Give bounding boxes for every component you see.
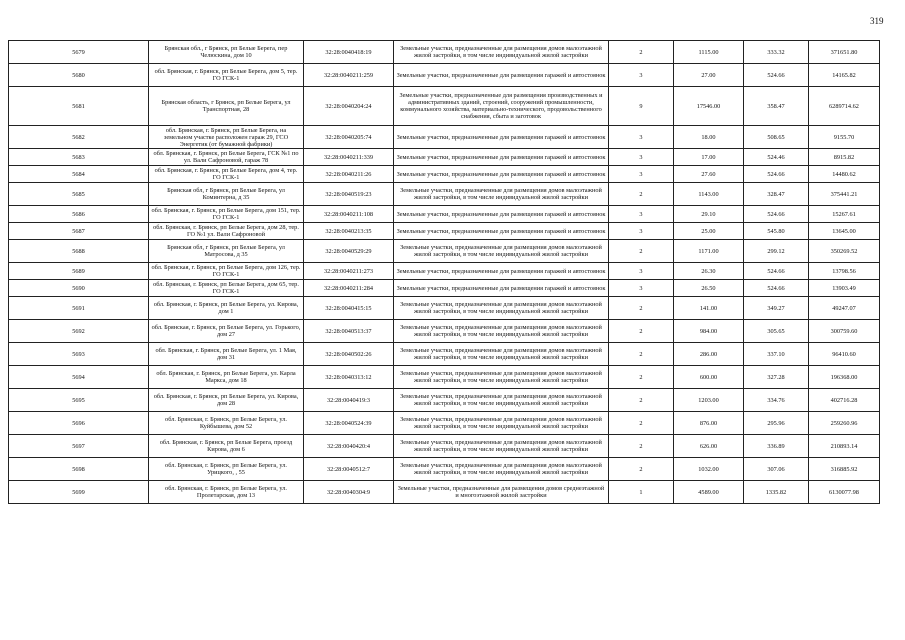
cadastral-value-cell: 371651.80 — [809, 41, 880, 64]
row-number: 5692 — [9, 320, 149, 343]
group-cell: 2 — [609, 343, 674, 366]
cadastral-number-cell: 32:28:0040211:273 — [304, 263, 394, 280]
specific-value-cell: 336.89 — [744, 435, 809, 458]
land-use-cell: Земельные участки, предназначенные для размещения домов малоэтажной жилой застройки, в том числе индивидуальной жилой застройки — [394, 343, 609, 366]
land-use-cell: Земельные участки, предназначенные для размещения гаражей и автостоянок — [394, 263, 609, 280]
cadastral-value-cell: 259260.96 — [809, 412, 880, 435]
area-cell: 876.00 — [674, 412, 744, 435]
land-use-cell: Земельные участки, предназначенные для размещения домов малоэтажной жилой застройки, в том числе индивидуальной жилой застройки — [394, 389, 609, 412]
cadastral-value-cell: 210893.14 — [809, 435, 880, 458]
row-number: 5684 — [9, 166, 149, 183]
table-row — [9, 280, 880, 297]
row-number: 5682 — [9, 126, 149, 149]
land-use-cell: Земельные участки, предназначенные для размещения домов малоэтажной жилой застройки, в том числе индивидуальной жилой застройки — [394, 41, 609, 64]
address-cell: обл. Брянская, г. Брянск, рп Белые Берега, дом 4, тер. ГО ГСК-1 — [149, 166, 304, 183]
cadastral-value-cell: 13645.00 — [809, 223, 880, 240]
table-row — [9, 320, 880, 343]
cadastral-number-cell: 32:28:0040304:9 — [304, 481, 394, 504]
address-cell: Брянская область, г Брянск, рп Белые Берега, ул Транспортная, 28 — [149, 87, 304, 126]
specific-value-cell: 524.46 — [744, 149, 809, 166]
row-number: 5698 — [9, 458, 149, 481]
page-number: 319 — [870, 16, 884, 26]
address-cell: обл. Брянская, г. Брянск, рп Белые Берега, ул. Кирова, дом 1 — [149, 297, 304, 320]
land-use-cell: Земельные участки, предназначенные для размещения домов малоэтажной жилой застройки, в том числе индивидуальной жилой застройки — [394, 183, 609, 206]
table-row — [9, 435, 880, 458]
table-row — [9, 240, 880, 263]
cadastral-number-cell: 32:28:0040529:29 — [304, 240, 394, 263]
cadastral-value-cell: 196368.00 — [809, 366, 880, 389]
group-cell: 9 — [609, 87, 674, 126]
address-cell: обл. Брянская, г. Брянск, рп Белые Берега, ул. Куйбышева, дом 52 — [149, 412, 304, 435]
group-cell: 2 — [609, 366, 674, 389]
area-cell: 600.00 — [674, 366, 744, 389]
group-cell: 2 — [609, 41, 674, 64]
address-cell: обл. Брянская, г. Брянск, рп Белые Берега, ул. Урицкого, , 55 — [149, 458, 304, 481]
cadastral-number-cell: 32:28:0040204:24 — [304, 87, 394, 126]
row-number: 5693 — [9, 343, 149, 366]
address-cell: обл. Брянская, г. Брянск, рп Белые Берега, проезд Кирова, дом 6 — [149, 435, 304, 458]
cadastral-number-cell: 32:28:0040415:15 — [304, 297, 394, 320]
area-cell: 1203.00 — [674, 389, 744, 412]
cadastral-value-cell: 6289714.62 — [809, 87, 880, 126]
row-number: 5699 — [9, 481, 149, 504]
table-row — [9, 149, 880, 166]
table-row — [9, 166, 880, 183]
cadastral-value-cell: 316885.92 — [809, 458, 880, 481]
area-cell: 25.00 — [674, 223, 744, 240]
address-cell: обл. Брянская, г. Брянск, рп Белые Берега, ул. Пролетарская, дом 13 — [149, 481, 304, 504]
specific-value-cell: 305.65 — [744, 320, 809, 343]
area-cell: 26.30 — [674, 263, 744, 280]
table-row — [9, 366, 880, 389]
cadastral-number-cell: 32:28:0040502:26 — [304, 343, 394, 366]
address-cell: обл. Брянская, г. Брянск, рп Белые Берега, на земельном участке расположен гараж 29, ГСО Энергетик (от бумажной фабрики) — [149, 126, 304, 149]
cadastral-value-cell: 300759.60 — [809, 320, 880, 343]
row-number: 5681 — [9, 87, 149, 126]
cadastral-number-cell: 32:28:0040519:23 — [304, 183, 394, 206]
cadastral-number-cell: 32:28:0040513:37 — [304, 320, 394, 343]
row-number: 5690 — [9, 280, 149, 297]
specific-value-cell: 349.27 — [744, 297, 809, 320]
land-use-cell: Земельные участки, предназначенные для размещения гаражей и автостоянок — [394, 206, 609, 223]
cadastral-number-cell: 32:28:0040213:35 — [304, 223, 394, 240]
row-number: 5688 — [9, 240, 149, 263]
address-cell: обл. Брянская, г. Брянск, рп Белые Берега, ул. Карла Маркса, дом 18 — [149, 366, 304, 389]
group-cell: 3 — [609, 280, 674, 297]
cadastral-value-cell: 15267.61 — [809, 206, 880, 223]
group-cell: 2 — [609, 389, 674, 412]
area-cell: 626.00 — [674, 435, 744, 458]
group-cell: 2 — [609, 458, 674, 481]
group-cell: 2 — [609, 240, 674, 263]
cadastral-value-cell: 49247.07 — [809, 297, 880, 320]
table-row — [9, 183, 880, 206]
land-use-cell: Земельные участки, предназначенные для размещения домов малоэтажной жилой застройки, в том числе индивидуальной жилой застройки — [394, 240, 609, 263]
row-number: 5691 — [9, 297, 149, 320]
cadastral-value-cell: 6130077.98 — [809, 481, 880, 504]
specific-value-cell: 524.66 — [744, 64, 809, 87]
table-row — [9, 412, 880, 435]
specific-value-cell: 545.80 — [744, 223, 809, 240]
land-use-cell: Земельные участки, предназначенные для размещения гаражей и автостоянок — [394, 64, 609, 87]
land-use-cell: Земельные участки, предназначенные для размещения домов малоэтажной жилой застройки, в том числе индивидуальной жилой застройки — [394, 412, 609, 435]
row-number: 5689 — [9, 263, 149, 280]
address-cell: Брянская обл, г Брянск, рп Белые Берега, ул Матросова, д 35 — [149, 240, 304, 263]
area-cell: 29.10 — [674, 206, 744, 223]
group-cell: 1 — [609, 481, 674, 504]
address-cell: обл. Брянская, г. Брянск, рп Белые Берега, ГСК №1 по ул. Вали Сафроновой, гараж 78 — [149, 149, 304, 166]
specific-value-cell: 295.96 — [744, 412, 809, 435]
group-cell: 3 — [609, 206, 674, 223]
cadastral-number-cell: 32:28:0040211:108 — [304, 206, 394, 223]
address-cell: обл. Брянская, г. Брянск, рп Белые Берега, дом 65, тер. ГО ГСК-1 — [149, 280, 304, 297]
cadastral-value-cell: 9155.70 — [809, 126, 880, 149]
area-cell: 1171.00 — [674, 240, 744, 263]
row-number: 5697 — [9, 435, 149, 458]
specific-value-cell: 333.32 — [744, 41, 809, 64]
cadastral-value-cell: 14165.82 — [809, 64, 880, 87]
row-number: 5696 — [9, 412, 149, 435]
specific-value-cell: 337.10 — [744, 343, 809, 366]
row-number: 5680 — [9, 64, 149, 87]
group-cell: 2 — [609, 435, 674, 458]
cadastral-number-cell: 32:28:0040211:259 — [304, 64, 394, 87]
row-number: 5685 — [9, 183, 149, 206]
cadastral-number-cell: 32:28:0040205:74 — [304, 126, 394, 149]
land-use-cell: Земельные участки, предназначенные для размещения гаражей и автостоянок — [394, 126, 609, 149]
group-cell: 3 — [609, 149, 674, 166]
cadastral-number-cell: 32:28:0040420:4 — [304, 435, 394, 458]
land-use-cell: Земельные участки, предназначенные для размещения домов среднеэтажной и многоэтажной жилой застройки — [394, 481, 609, 504]
cadastral-number-cell: 32:28:0040211:26 — [304, 166, 394, 183]
group-cell: 3 — [609, 64, 674, 87]
group-cell: 2 — [609, 297, 674, 320]
cadastral-number-cell: 32:28:0040313:12 — [304, 366, 394, 389]
area-cell: 26.50 — [674, 280, 744, 297]
row-number: 5687 — [9, 223, 149, 240]
table-row — [9, 458, 880, 481]
cadastral-number-cell: 32:28:0040418:19 — [304, 41, 394, 64]
address-cell: Брянская обл, г Брянск, рп Белые Берега, ул Коминтерна, д 35 — [149, 183, 304, 206]
specific-value-cell: 299.12 — [744, 240, 809, 263]
area-cell: 141.00 — [674, 297, 744, 320]
cadastral-value-cell: 13903.49 — [809, 280, 880, 297]
table-row — [9, 64, 880, 87]
table-row — [9, 297, 880, 320]
specific-value-cell: 328.47 — [744, 183, 809, 206]
group-cell: 2 — [609, 320, 674, 343]
row-number: 5679 — [9, 41, 149, 64]
land-use-cell: Земельные участки, предназначенные для размещения гаражей и автостоянок — [394, 166, 609, 183]
cadastral-value-cell: 350269.52 — [809, 240, 880, 263]
group-cell: 2 — [609, 412, 674, 435]
land-use-cell: Земельные участки, предназначенные для размещения домов малоэтажной жилой застройки, в том числе индивидуальной жилой застройки — [394, 366, 609, 389]
specific-value-cell: 307.06 — [744, 458, 809, 481]
cadastral-number-cell: 32:28:0040419:3 — [304, 389, 394, 412]
address-cell: обл. Брянская, г. Брянск, рп Белые Берега, ул. Кирова, дом 28 — [149, 389, 304, 412]
address-cell: обл. Брянская, г. Брянск, рп Белые Берега, дом 126, тер. ГО ГСК-1 — [149, 263, 304, 280]
address-cell: Брянская обл., г Брянск, рп Белые Берега, пер Челюскина, дом 10 — [149, 41, 304, 64]
cadastral-value-cell: 8915.82 — [809, 149, 880, 166]
land-use-cell: Земельные участки, предназначенные для размещения домов малоэтажной жилой застройки, в том числе индивидуальной жилой застройки — [394, 458, 609, 481]
area-cell: 27.60 — [674, 166, 744, 183]
specific-value-cell: 358.47 — [744, 87, 809, 126]
specific-value-cell: 334.76 — [744, 389, 809, 412]
cadastral-number-cell: 32:28:0040512:7 — [304, 458, 394, 481]
cadastral-value-cell: 375441.21 — [809, 183, 880, 206]
land-use-cell: Земельные участки, предназначенные для размещения гаражей и автостоянок — [394, 223, 609, 240]
land-use-cell: Земельные участки, предназначенные для размещения гаражей и автостоянок — [394, 149, 609, 166]
group-cell: 3 — [609, 166, 674, 183]
area-cell: 27.00 — [674, 64, 744, 87]
row-number: 5683 — [9, 149, 149, 166]
cadastral-value-cell: 402716.28 — [809, 389, 880, 412]
specific-value-cell: 508.65 — [744, 126, 809, 149]
table-body — [9, 41, 880, 504]
table-row — [9, 41, 880, 64]
table-row — [9, 87, 880, 126]
row-number: 5694 — [9, 366, 149, 389]
table-row — [9, 126, 880, 149]
cadastral-number-cell: 32:28:0040211:284 — [304, 280, 394, 297]
area-cell: 17546.00 — [674, 87, 744, 126]
specific-value-cell: 524.66 — [744, 263, 809, 280]
land-use-cell: Земельные участки, предназначенные для размещения производственных и административных зданий, строений, сооружений промышленности, коммунального хозяйства, материально-технического, продовольственного снабжения, сбыта и заготовок — [394, 87, 609, 126]
group-cell: 3 — [609, 223, 674, 240]
address-cell: обл. Брянская, г. Брянск, рп Белые Берега, дом 5, тер. ГО ГСК-1 — [149, 64, 304, 87]
specific-value-cell: 524.66 — [744, 166, 809, 183]
group-cell: 3 — [609, 263, 674, 280]
group-cell: 2 — [609, 183, 674, 206]
area-cell: 1115.00 — [674, 41, 744, 64]
table-row — [9, 263, 880, 280]
address-cell: обл. Брянская, г. Брянск, рп Белые Берега, ул. 1 Мая, дом 31 — [149, 343, 304, 366]
specific-value-cell: 524.66 — [744, 280, 809, 297]
row-number: 5695 — [9, 389, 149, 412]
cadastral-value-table — [8, 40, 880, 504]
area-cell: 4589.00 — [674, 481, 744, 504]
area-cell: 18.00 — [674, 126, 744, 149]
area-cell: 1032.00 — [674, 458, 744, 481]
specific-value-cell: 327.28 — [744, 366, 809, 389]
land-use-cell: Земельные участки, предназначенные для размещения домов малоэтажной жилой застройки, в том числе индивидуальной жилой застройки — [394, 320, 609, 343]
area-cell: 1143.00 — [674, 183, 744, 206]
specific-value-cell: 1335.82 — [744, 481, 809, 504]
address-cell: обл. Брянская, г. Брянск, рп Белые Берега, дом 28, тер. ГО №1 ул. Вали Сафроновой — [149, 223, 304, 240]
cadastral-number-cell: 32:28:0040211:339 — [304, 149, 394, 166]
specific-value-cell: 524.66 — [744, 206, 809, 223]
cadastral-value-cell: 13798.56 — [809, 263, 880, 280]
table-row — [9, 206, 880, 223]
table-row — [9, 481, 880, 504]
table-row — [9, 389, 880, 412]
address-cell: обл. Брянская, г. Брянск, рп Белые Берега, ул. Горького, дом 27 — [149, 320, 304, 343]
cadastral-number-cell: 32:28:0040524:39 — [304, 412, 394, 435]
address-cell: обл. Брянская, г. Брянск, рп Белые Берега, дом 151, тер. ГО ГСК-1 — [149, 206, 304, 223]
land-use-cell: Земельные участки, предназначенные для размещения домов малоэтажной жилой застройки, в том числе индивидуальной жилой застройки — [394, 297, 609, 320]
table-row — [9, 343, 880, 366]
table-row — [9, 223, 880, 240]
area-cell: 984.00 — [674, 320, 744, 343]
area-cell: 286.00 — [674, 343, 744, 366]
row-number: 5686 — [9, 206, 149, 223]
land-use-cell: Земельные участки, предназначенные для размещения домов малоэтажной жилой застройки, в том числе индивидуальной жилой застройки — [394, 435, 609, 458]
cadastral-value-cell: 96410.60 — [809, 343, 880, 366]
group-cell: 3 — [609, 126, 674, 149]
land-use-cell: Земельные участки, предназначенные для размещения гаражей и автостоянок — [394, 280, 609, 297]
area-cell: 17.00 — [674, 149, 744, 166]
cadastral-value-cell: 14480.62 — [809, 166, 880, 183]
